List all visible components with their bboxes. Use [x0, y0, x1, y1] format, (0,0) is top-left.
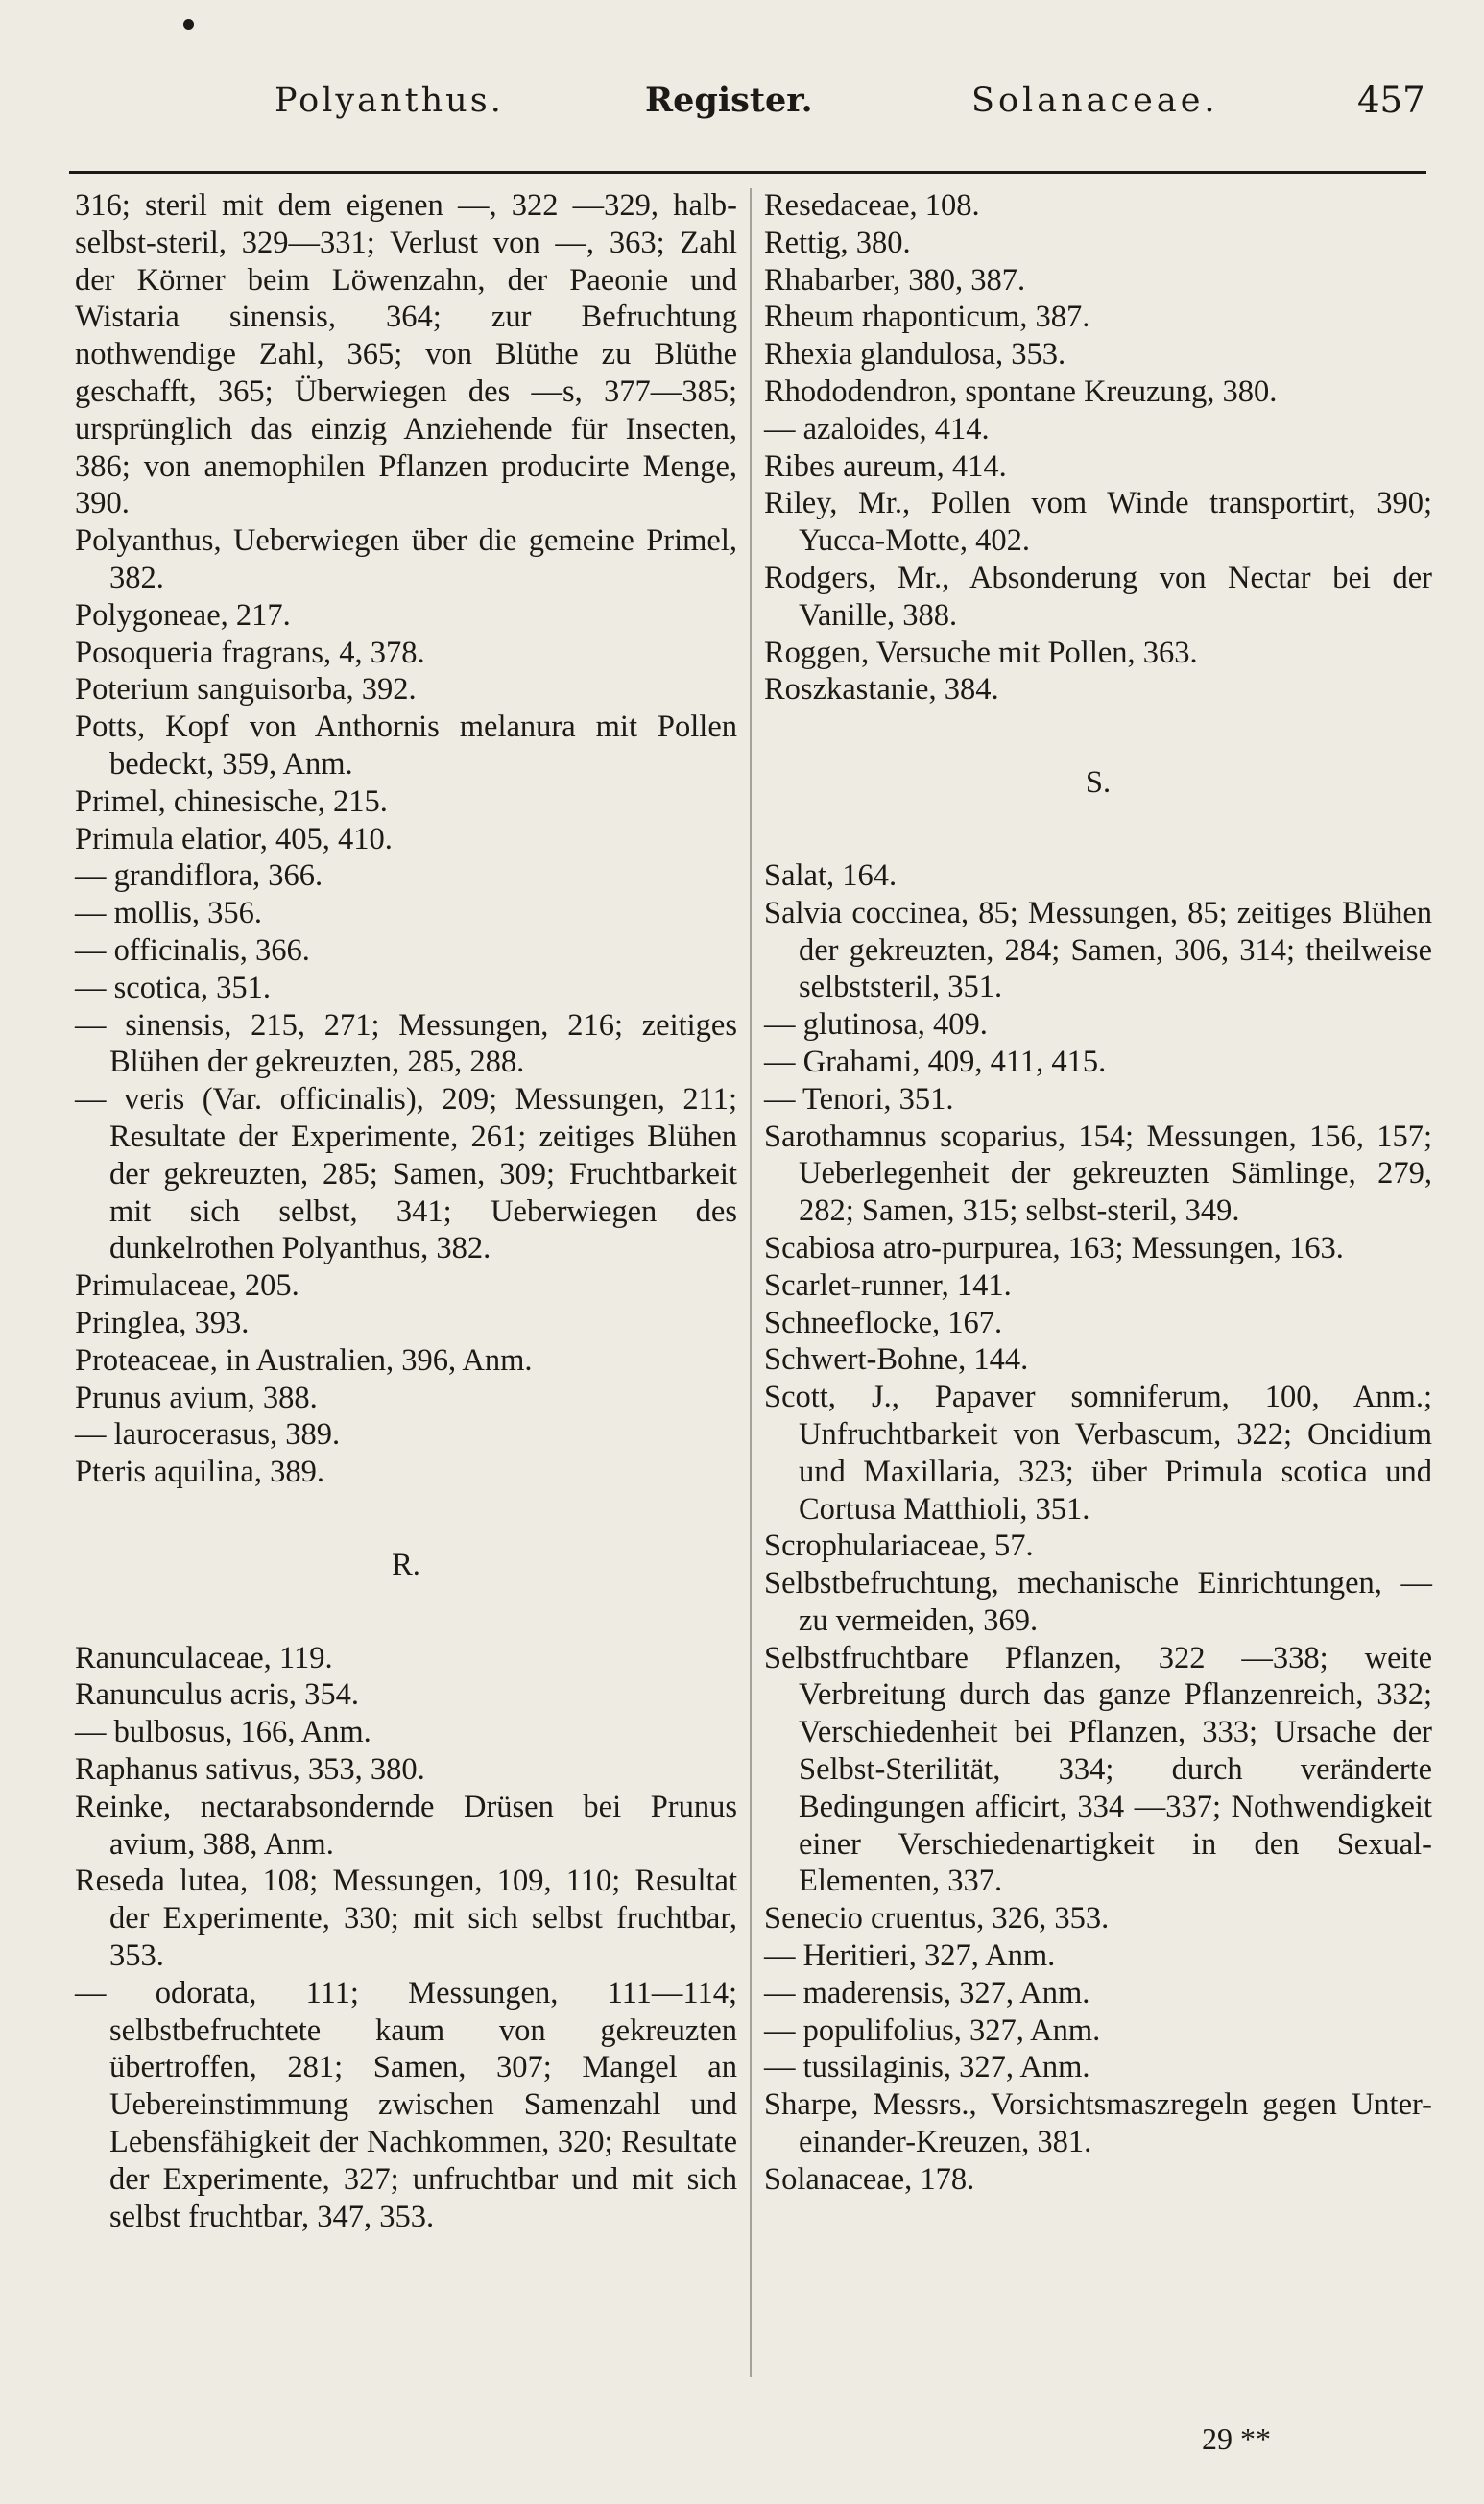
index-entry: Schwert-Bohne, 144.	[764, 1342, 1029, 1378]
index-entry: Rodgers, Mr., Absonderung von Nectar bei der Vanille, 388.	[764, 560, 1432, 633]
index-entry: Rhododendron, spontane Kreuzung, 380.	[764, 373, 1278, 409]
index-entry: Salvia coccinea, 85; Messungen, 85; zeitiges Blühen der gekreuzten, 284; Samen, 306, 314; theilweise selbststeril, 351.	[764, 895, 1432, 1005]
index-entry: Ribes aureum, 414.	[764, 448, 1007, 484]
right-column	[764, 187, 1432, 2199]
index-entry: Scott, J., Papaver somniferum, 100, Anm.; Unfruchtbarkeit von Verbascum, 322; Oncidium und Maxillaria, 323; über Primula scotica und Cortusa Matthioli, 351.	[764, 1380, 1432, 1527]
index-entry: Scarlet-runner, 141.	[764, 1267, 1012, 1303]
index-entry: Solanaceae, 178.	[764, 2161, 975, 2197]
index-entry: Primel, chinesische, 215.	[75, 783, 388, 819]
ink-speck	[183, 19, 194, 30]
index-entry: — mollis, 356.	[75, 896, 263, 931]
index-entry: Roszkastanie, 384.	[764, 672, 999, 708]
index-entry: Pteris aquilina, 389.	[75, 1455, 324, 1490]
header-rule	[69, 171, 1426, 174]
index-entry: Proteaceae, in Australien, 396, Anm.	[75, 1342, 533, 1378]
index-entry: Selbstfruchtbare Pflanzen, 322 —338; weite Verbreitung durch das ganze Pflanzenreich, 332; Verschiedenheit bei Pflanzen, 333; Ursache der Selbst-Sterilität, 334; durch veränderte Bedingungen afficirt, 334 —337; Nothwendigkeit einer Verschiedenartigkeit in den Sexual-Elementen, 337.	[764, 1640, 1432, 1899]
index-entry: — Tenori, 351.	[764, 1081, 954, 1117]
section-letter-r: R.	[392, 1547, 420, 1582]
index-entry: Poterium sanguisorba, 392.	[75, 672, 417, 708]
index-entry: — officinalis, 366.	[75, 932, 310, 968]
index-entry: Potts, Kopf von Anthornis melanura mit Pollen bedeckt, 359, Anm.	[75, 710, 737, 782]
index-entry: Rheum rhaponticum, 387.	[764, 300, 1090, 335]
index-entry: — Grahami, 409, 411, 415.	[764, 1044, 1107, 1079]
page-number: 457	[1357, 80, 1425, 121]
index-entry: Raphanus sativus, 353, 380.	[75, 1752, 425, 1788]
index-entry: Polyanthus, Ueberwiegen über die gemeine Primel, 382.	[75, 523, 737, 595]
running-head-left: Polyanthus.	[275, 82, 504, 120]
index-entry: 316; steril mit dem eigenen —, 322 —329, halb-selbst-steril, 329—331; Verlust von —, 363; Zahl der Körner beim Löwenzahn, der Paeonie und Wistaria sinensis, 364; zur Befruchtung nothwendige Zahl, 365; von Blüthe zu Blüthe geschafft, 365; Überwiegen des —s, 377—385; ursprünglich das einzig Anziehende für Insecten, 386; von anemophilen Pflanzen producirte Menge, 390.	[75, 188, 737, 521]
index-entry: — scotica, 351.	[75, 970, 271, 1005]
index-entry: Sharpe, Messrs., Vorsichtsmaszregeln gegen Unter-einander-Kreuzen, 381.	[764, 2087, 1432, 2160]
index-entry: Polygoneae, 217.	[75, 597, 291, 633]
running-head-right: Solanaceae.	[971, 82, 1219, 120]
index-entry: — tussilaginis, 327, Anm.	[764, 2050, 1090, 2085]
column-separator	[750, 188, 752, 2377]
left-column	[75, 187, 737, 2235]
index-entry: — glutinosa, 409.	[764, 1007, 988, 1043]
index-entry: Senecio cruentus, 326, 353.	[764, 1901, 1110, 1937]
section-letter-s: S.	[1085, 765, 1112, 801]
index-entry: — veris (Var. officinalis), 209; Messungen, 211; Resultate der Experimente, 261; zeitiges Blühen der gekreuzten, 285; Samen, 309; Fruchtbarkeit mit sich selbst, 341; Ueberwiegen des dunkelrothen Polyanthus, 382.	[75, 1082, 737, 1266]
index-entry: — laurocerasus, 389.	[75, 1417, 341, 1453]
index-entry: — grandiflora, 366.	[75, 858, 323, 894]
index-entry: Reinke, nectarabsondernde Drüsen bei Prunus avium, 388, Anm.	[75, 1789, 737, 1862]
index-entry: Salat, 164.	[764, 857, 898, 893]
index-entry: Primula elatior, 405, 410.	[75, 821, 393, 856]
index-entry: Roggen, Versuche mit Pollen, 363.	[764, 635, 1198, 670]
index-entry: Schneeflocke, 167.	[764, 1305, 1003, 1340]
index-entry: Reseda lutea, 108; Messungen, 109, 110; Resultat der Experimente, 330; mit sich selbst fruchtbar, 353.	[75, 1864, 737, 1974]
index-entry: — bulbosus, 166, Anm.	[75, 1715, 371, 1750]
index-entry: Ranunculus acris, 354.	[75, 1677, 360, 1713]
index-entry: Scrophulariaceae, 57.	[764, 1529, 1034, 1564]
index-entry: Selbstbefruchtung, mechanische Einrichtungen, — zu vermeiden, 369.	[764, 1566, 1432, 1638]
index-entry: Riley, Mr., Pollen vom Winde transportirt, 390; Yucca-Motte, 402.	[764, 486, 1432, 559]
index-entry: Resedaceae, 108.	[764, 188, 980, 223]
index-entry: Pringlea, 393.	[75, 1305, 250, 1340]
index-entry: Prunus avium, 388.	[75, 1380, 318, 1415]
index-entry: — populifolius, 327, Anm.	[764, 2012, 1101, 2048]
index-entry: Posoqueria fragrans, 4, 378.	[75, 635, 425, 670]
index-entry: Scabiosa atro-purpurea, 163; Messungen, 163.	[764, 1230, 1344, 1265]
index-entry: — Heritieri, 327, Anm.	[764, 1938, 1056, 1974]
index-entry: — sinensis, 215, 271; Messungen, 216; zeitiges Blühen der gekreuzten, 285, 288.	[75, 1007, 737, 1080]
index-entry: Primulaceae, 205.	[75, 1268, 299, 1304]
index-entry: Sarothamnus scoparius, 154; Messungen, 156, 157; Ueberlegenheit der gekreuzten Sämlinge, 279, 282; Samen, 315; selbst-steril, 349.	[764, 1119, 1432, 1229]
index-entry: Rhexia glandulosa, 353.	[764, 337, 1066, 373]
running-head-center: Register.	[645, 81, 813, 120]
index-entry: Rhabarber, 380, 387.	[764, 262, 1026, 298]
signature-mark: 29 **	[1202, 2421, 1271, 2456]
index-entry: — azaloides, 414.	[764, 411, 990, 446]
index-entry: Rettig, 380.	[764, 225, 911, 260]
index-entry: — maderensis, 327, Anm.	[764, 1975, 1090, 2010]
index-entry: — odorata, 111; Messungen, 111—114; selbstbefruchtete kaum von gekreuzten übertroffen, 281; Samen, 307; Mangel an Uebereinstimmung zwischen Samenzahl und Lebensfähigkeit der Nachkommen, 320; Resultate der Experimente, 327; unfruchtbar und mit sich selbst fruchtbar, 347, 353.	[75, 1975, 737, 2234]
index-entry: Ranunculaceae, 119.	[75, 1640, 333, 1675]
